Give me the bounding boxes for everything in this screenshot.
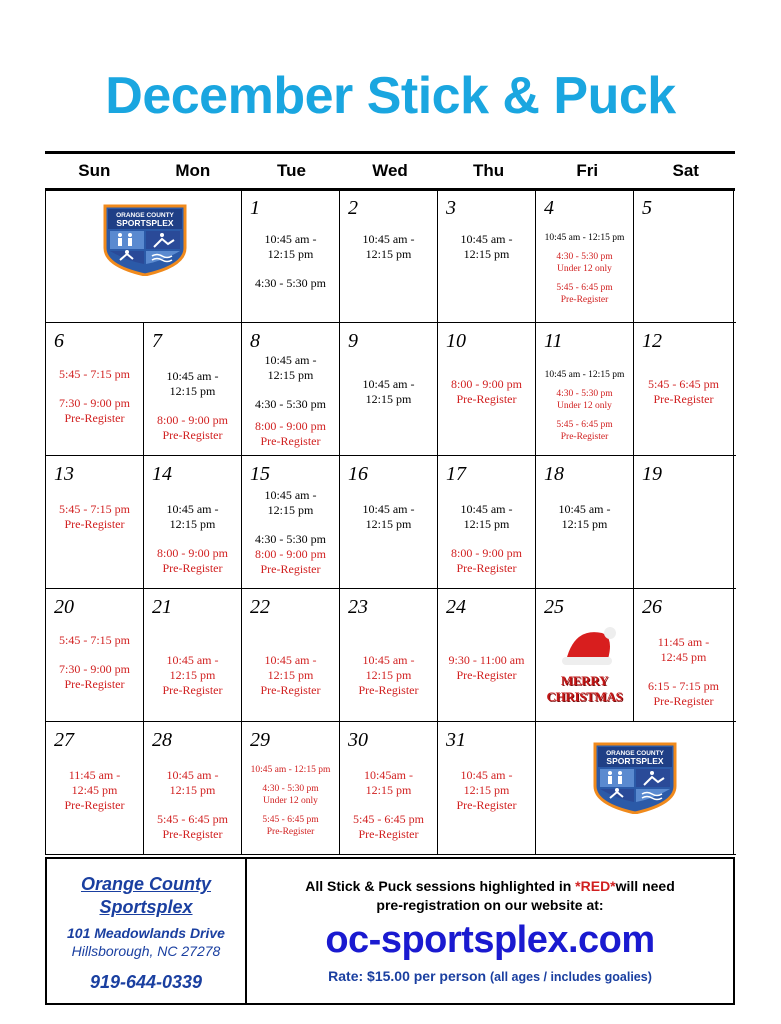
note-text-a: All Stick & Puck sessions highlighted in: [305, 878, 576, 894]
day-number: 30: [348, 729, 368, 751]
session-time: 5:45 - 6:45 pm: [556, 420, 613, 430]
rate-main: Rate: $15.00 per person: [328, 968, 490, 984]
svg-text:ORANGE COUNTY: ORANGE COUNTY: [116, 212, 174, 219]
session-time: Pre-Register: [162, 428, 223, 442]
session-time: Pre-Register: [64, 411, 125, 425]
session-time: 12:15 pm: [365, 517, 412, 531]
session-time: 10:45 am -: [166, 768, 219, 782]
spacer: [46, 648, 143, 662]
session-time: 8:00 - 9:00 pm: [157, 413, 228, 427]
session-list: [634, 635, 733, 709]
session-time: Under 12 only: [557, 264, 612, 274]
spacer: [144, 798, 241, 812]
spacer: [242, 518, 339, 532]
spacer: [242, 776, 339, 783]
session-list: [340, 653, 437, 698]
session-time: 12:15 pm: [267, 247, 314, 261]
session-time: 10:45 am -: [460, 768, 513, 782]
calendar-day-cell: [438, 456, 536, 588]
session-time: 12:15 pm: [463, 247, 510, 261]
session-list: [438, 377, 535, 407]
session-time: 11:45 am -: [657, 635, 710, 649]
session-time: 12:45 pm: [660, 650, 707, 664]
session-list: [536, 232, 633, 306]
session-list: [46, 502, 143, 532]
spacer: [634, 665, 733, 679]
calendar-day-cell: [536, 323, 634, 455]
day-number: 9: [348, 330, 358, 352]
session-time: 12:45 pm: [71, 783, 118, 797]
day-number: 6: [54, 330, 64, 352]
info-block: [247, 859, 733, 1003]
day-number: 8: [250, 330, 260, 352]
rate-text: [247, 968, 733, 984]
day-number: 22: [250, 596, 270, 618]
session-time: 5:45 - 6:45 pm: [556, 283, 613, 293]
session-time: Pre-Register: [266, 827, 315, 837]
session-time: 12:15 pm: [169, 668, 216, 682]
calendar-day-cell: [634, 323, 734, 455]
session-list: [144, 768, 241, 842]
day-number: 1: [250, 197, 260, 219]
spacer: [46, 382, 143, 396]
session-time: 4:30 - 5:30 pm: [255, 276, 326, 290]
day-number: 3: [446, 197, 456, 219]
day-number: 13: [54, 463, 74, 485]
spacer: [242, 412, 339, 419]
day-number: 27: [54, 729, 74, 751]
calendar-week-row: [46, 722, 736, 855]
session-time: 12:15 pm: [365, 392, 412, 406]
calendar-day-cell: [536, 589, 634, 721]
spacer: [144, 532, 241, 546]
session-time: Pre-Register: [64, 517, 125, 531]
calendar-day-cell: [144, 190, 242, 322]
website-link[interactable]: oc-sportsplex.com: [325, 919, 655, 961]
session-list: [242, 353, 339, 449]
session-time: 10:45 am -: [362, 377, 415, 391]
calendar-day-cell: [242, 722, 340, 854]
calendar-day-cell: [242, 589, 340, 721]
session-list: [46, 367, 143, 426]
session-time: Pre-Register: [456, 798, 517, 812]
session-time: Pre-Register: [260, 562, 321, 576]
session-time: 10:45 am - 12:15 pm: [250, 765, 331, 775]
day-number: 11: [544, 330, 563, 352]
calendar-day-cell: [46, 456, 144, 588]
weekday-label: Mon: [175, 161, 211, 180]
spacer: [536, 381, 633, 388]
session-time: 10:45 am -: [558, 502, 611, 516]
calendar-day-cell: [46, 589, 144, 721]
spacer: [536, 244, 633, 251]
session-time: Pre-Register: [260, 683, 321, 697]
day-number: 25: [544, 596, 564, 618]
session-time: 7:30 - 9:00 pm: [59, 396, 130, 410]
day-number: 24: [446, 596, 466, 618]
session-time: Pre-Register: [260, 434, 321, 448]
session-time: 10:45 am -: [264, 232, 317, 246]
calendar-day-cell: [340, 722, 438, 854]
session-time: 12:15 pm: [169, 384, 216, 398]
session-time: 12:15 pm: [169, 783, 216, 797]
session-time: Pre-Register: [162, 561, 223, 575]
session-time: 10:45 am - 12:15 pm: [544, 233, 625, 243]
session-list: [340, 502, 437, 532]
calendar-day-cell: [536, 456, 634, 588]
session-time: 4:30 - 5:30 pm: [255, 397, 326, 411]
session-time: 5:45 - 7:15 pm: [59, 502, 130, 516]
calendar-day-cell: [144, 456, 242, 588]
day-number: 18: [544, 463, 564, 485]
session-time: 12:15 pm: [365, 783, 412, 797]
day-number: 21: [152, 596, 172, 618]
svg-text:SPORTSPLEX: SPORTSPLEX: [116, 218, 174, 228]
session-list: [242, 232, 339, 291]
session-time: 5:45 - 6:45 pm: [353, 812, 424, 826]
note-red-word: *RED*: [575, 878, 616, 894]
session-time: 9:30 - 11:00 am: [448, 653, 525, 667]
weekday-label: Sat: [672, 161, 699, 180]
spacer: [242, 262, 339, 276]
session-time: 10:45 am -: [264, 653, 317, 667]
session-time: 10:45 am -: [362, 232, 415, 246]
session-time: 10:45 am -: [166, 369, 219, 383]
session-time: 10:45 am -: [460, 502, 513, 516]
session-time: 4:30 - 5:30 pm: [556, 252, 613, 262]
session-time: 10:45 am -: [460, 232, 513, 246]
calendar-day-cell: [634, 456, 734, 588]
weekday-header: [45, 154, 735, 191]
session-time: 5:45 - 6:45 pm: [157, 812, 228, 826]
session-time: 5:45 - 6:45 pm: [262, 815, 319, 825]
session-time: 12:15 pm: [561, 517, 608, 531]
rate-note: (all ages / includes goalies): [490, 970, 652, 984]
session-time: 10:45 am -: [362, 502, 415, 516]
calendar-day-cell: [340, 589, 438, 721]
calendar-day-cell: [144, 323, 242, 455]
calendar-day-cell: [242, 456, 340, 588]
contact-block: [47, 859, 247, 1003]
session-time: 4:30 - 5:30 pm: [556, 389, 613, 399]
session-list: [438, 653, 535, 683]
calendar-day-cell: [46, 722, 144, 854]
session-time: 8:00 - 9:00 pm: [255, 547, 326, 561]
session-time: 12:15 pm: [365, 247, 412, 261]
session-list: [438, 232, 535, 262]
session-time: Under 12 only: [557, 401, 612, 411]
spacer: [536, 412, 633, 419]
day-number: 26: [642, 596, 662, 618]
calendar-day-cell: [536, 190, 634, 322]
session-list: [144, 502, 241, 576]
day-number: 14: [152, 463, 172, 485]
session-time: Pre-Register: [653, 392, 714, 406]
calendar-day-cell: [340, 190, 438, 322]
calendar-day-cell: [438, 722, 536, 854]
calendar-day-cell: [242, 323, 340, 455]
session-list: [536, 369, 633, 443]
calendar-day-cell: [340, 456, 438, 588]
session-list: [242, 488, 339, 577]
session-time: 7:30 - 9:00 pm: [59, 662, 130, 676]
org-name-line2[interactable]: Sportsplex: [99, 897, 193, 917]
session-time: 8:00 - 9:00 pm: [157, 546, 228, 560]
spacer: [242, 383, 339, 397]
session-time: Pre-Register: [162, 683, 223, 697]
session-time: Pre-Register: [560, 432, 609, 442]
session-time: 6:15 - 7:15 pm: [648, 679, 719, 693]
spacer: [438, 532, 535, 546]
session-time: 11:45 am -: [68, 768, 121, 782]
day-number: 7: [152, 330, 162, 352]
session-time: Pre-Register: [456, 561, 517, 575]
day-number: 23: [348, 596, 368, 618]
session-list: [144, 653, 241, 698]
calendar-grid: [45, 190, 736, 855]
session-list: [438, 502, 535, 576]
city: Hillsborough, NC 27278: [71, 943, 221, 959]
calendar-day-cell: [634, 589, 734, 721]
calendar-day-cell: [438, 190, 536, 322]
weekday-label: Wed: [372, 161, 408, 180]
calendar-week-row: [46, 456, 736, 589]
day-number: 20: [54, 596, 74, 618]
weekday-label: Thu: [473, 161, 505, 180]
weekday-label: Sun: [78, 161, 111, 180]
calendar-day-cell: [438, 323, 536, 455]
session-time: 5:45 - 6:45 pm: [648, 377, 719, 391]
session-list: [340, 232, 437, 262]
session-time: Pre-Register: [456, 392, 517, 406]
spacer: [144, 399, 241, 413]
session-time: 8:00 - 9:00 pm: [255, 419, 326, 433]
session-time: Pre-Register: [456, 668, 517, 682]
session-time: 10:45 am -: [166, 653, 219, 667]
session-time: Pre-Register: [560, 295, 609, 305]
session-time: 8:00 - 9:00 pm: [451, 546, 522, 560]
weekday-label: Fri: [576, 161, 599, 180]
session-list: [340, 377, 437, 407]
session-time: 4:30 - 5:30 pm: [262, 784, 319, 794]
session-list: [536, 502, 633, 532]
address: 101 Meadowlands Drive: [67, 925, 225, 941]
spacer: [340, 798, 437, 812]
session-time: 5:45 - 7:15 pm: [59, 633, 130, 647]
day-number: 2: [348, 197, 358, 219]
note-line2: pre-registration on our website at:: [376, 897, 604, 913]
phone-number: 919-644-0339: [89, 972, 203, 992]
session-time: 10:45 am -: [362, 653, 415, 667]
calendar-day-cell: [536, 722, 664, 854]
session-time: 10:45am -: [364, 768, 413, 782]
session-time: 4:30 - 5:30 pm: [255, 532, 326, 546]
svg-text:SPORTSPLEX: SPORTSPLEX: [606, 756, 664, 766]
day-number: 12: [642, 330, 662, 352]
registration-note: [247, 877, 733, 915]
session-list: [46, 768, 143, 813]
calendar-week-row: [46, 190, 736, 323]
day-number: 17: [446, 463, 466, 485]
calendar-day-cell: [144, 722, 242, 854]
merry-christmas-text: MERRY CHRISTMAS: [546, 673, 623, 704]
session-list: [438, 768, 535, 813]
calendar-week-row: [46, 323, 736, 456]
weekday-label: Tue: [276, 161, 306, 180]
calendar-day-cell: [634, 190, 734, 322]
session-time: Pre-Register: [358, 683, 419, 697]
calendar-day-cell: [46, 323, 144, 455]
day-number: 16: [348, 463, 368, 485]
day-number: 31: [446, 729, 466, 751]
session-time: 12:15 pm: [267, 503, 314, 517]
spacer: [536, 275, 633, 282]
session-list: [634, 377, 733, 407]
session-time: 12:15 pm: [267, 668, 314, 682]
session-time: 12:15 pm: [267, 368, 314, 382]
session-time: 8:00 - 9:00 pm: [451, 377, 522, 391]
org-name-line1[interactable]: Orange County: [80, 874, 211, 894]
session-time: Pre-Register: [358, 827, 419, 841]
note-text-b: will need: [615, 878, 675, 894]
session-time: 12:15 pm: [463, 517, 510, 531]
session-list: [242, 764, 339, 838]
session-list: [144, 369, 241, 443]
day-number: 15: [250, 463, 270, 485]
session-list: [46, 633, 143, 692]
calendar-day-cell: [144, 589, 242, 721]
session-time: 10:45 am -: [264, 353, 317, 367]
calendar-day-cell: [340, 323, 438, 455]
session-time: 10:45 am -: [264, 488, 317, 502]
page-title: December Stick & Puck: [105, 67, 676, 125]
day-number: 19: [642, 463, 662, 485]
calendar-day-cell: [438, 589, 536, 721]
session-time: 5:45 - 7:15 pm: [59, 367, 130, 381]
session-list: [242, 653, 339, 698]
session-time: Pre-Register: [64, 677, 125, 691]
day-number: 29: [250, 729, 270, 751]
session-list: [340, 768, 437, 842]
day-number: 28: [152, 729, 172, 751]
day-number: 4: [544, 197, 554, 219]
session-time: 12:15 pm: [365, 668, 412, 682]
calendar-week-row: [46, 589, 736, 722]
day-number: 5: [642, 197, 652, 219]
session-time: 10:45 am -: [166, 502, 219, 516]
session-time: Pre-Register: [64, 798, 125, 812]
session-time: Pre-Register: [653, 694, 714, 708]
calendar-day-cell: [634, 722, 734, 854]
calendar-day-cell: [242, 190, 340, 322]
session-time: 10:45 am - 12:15 pm: [544, 370, 625, 380]
session-time: 12:15 pm: [463, 783, 510, 797]
spacer: [242, 807, 339, 814]
footer-panel: [45, 857, 735, 1005]
session-time: Pre-Register: [162, 827, 223, 841]
session-time: Under 12 only: [263, 796, 318, 806]
session-time: 12:15 pm: [169, 517, 216, 531]
svg-text:ORANGE COUNTY: ORANGE COUNTY: [606, 750, 664, 757]
calendar-day-cell: [46, 190, 174, 322]
day-number: 10: [446, 330, 466, 352]
